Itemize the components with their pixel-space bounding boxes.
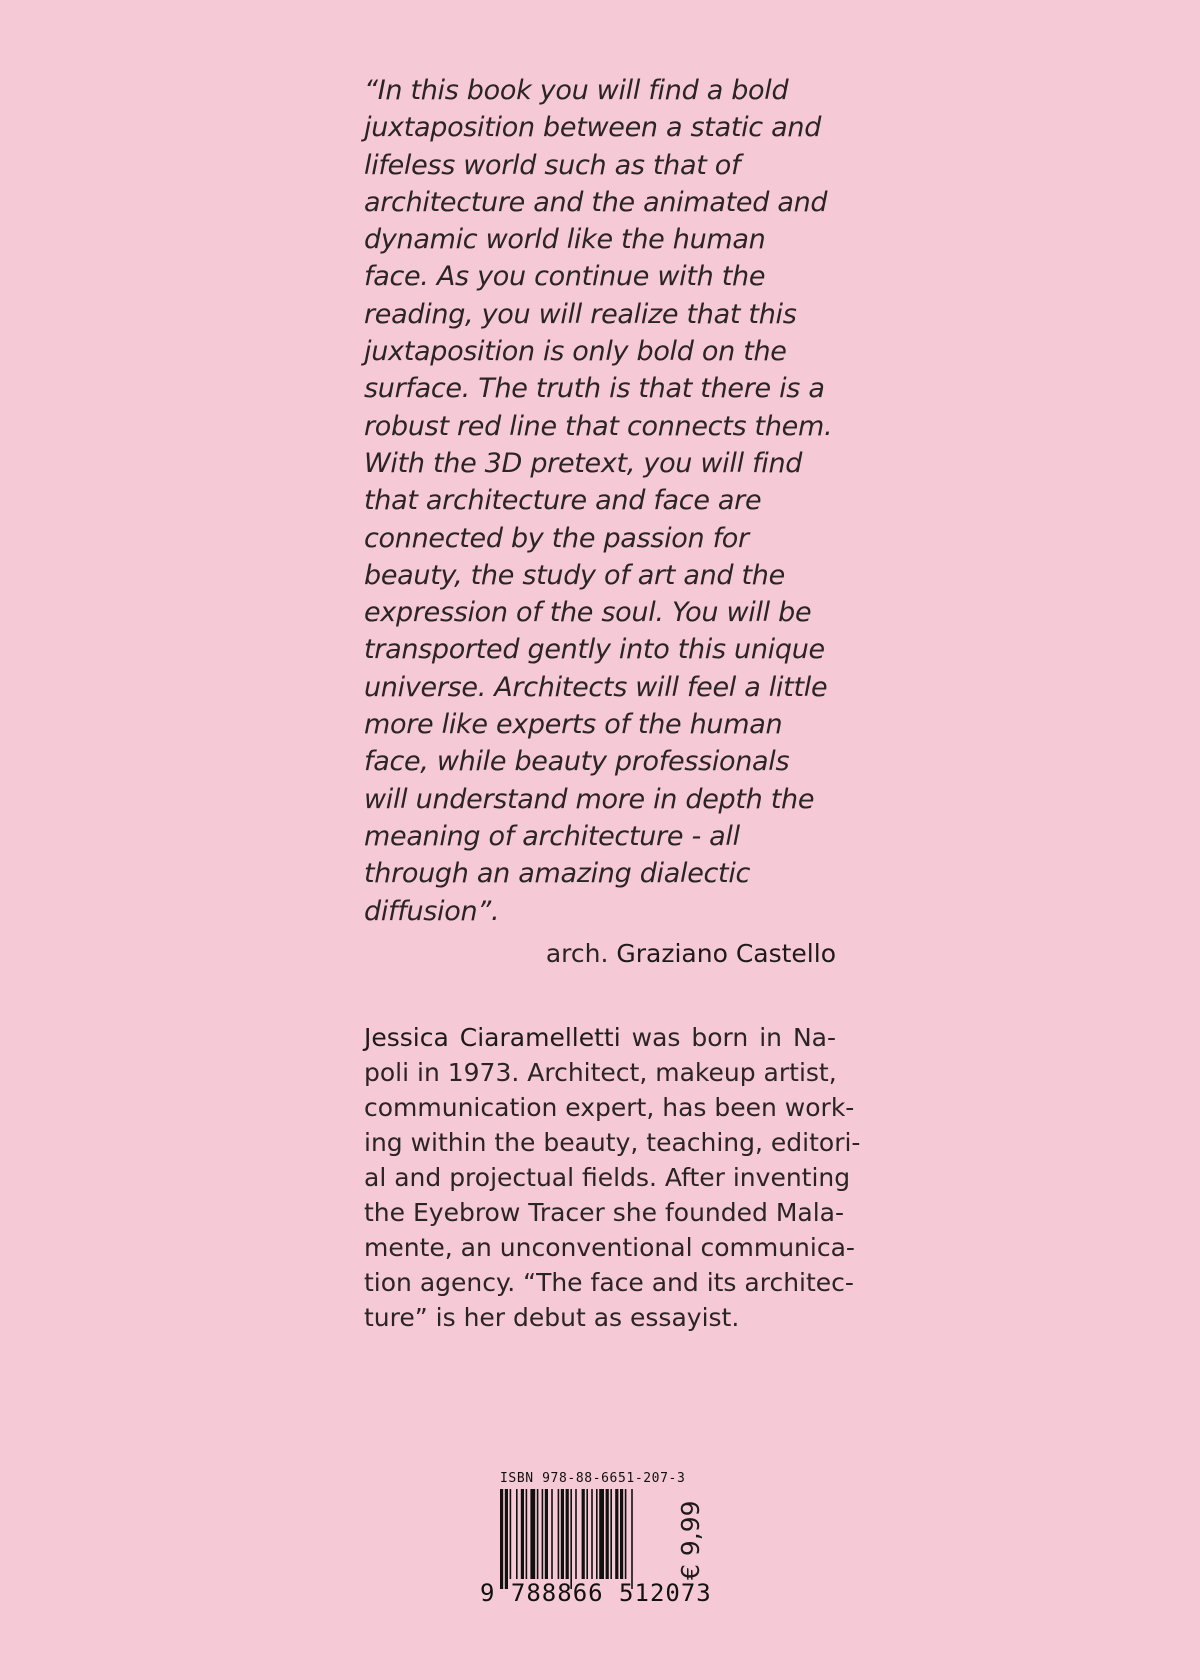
isbn-label: ISBN 978-88-6651-207-3	[500, 1471, 686, 1486]
quote-line: lifeless world such as that of	[364, 149, 741, 181]
bio-line: communication expert, has been work-	[364, 1093, 855, 1122]
quote-line: through an amazing dialectic	[364, 858, 751, 890]
bio-line: the Eyebrow Tracer she founded Mala-	[364, 1198, 845, 1227]
quote-line: juxtaposition is only bold on the	[364, 336, 787, 368]
quote-line: With the 3D pretext, you will find	[364, 447, 803, 479]
quote-line: “In this book you will find a bold	[364, 75, 789, 106]
quote-line: universe. Architects will feel a little	[364, 671, 828, 703]
quote-line: robust red line that connects them.	[364, 410, 833, 442]
bio-line: poli in 1973. Architect, makeup artist,	[364, 1058, 837, 1087]
barcode-icon	[500, 1489, 662, 1589]
quote-line: architecture and the animated and	[364, 186, 828, 218]
quote-line: will understand more in depth the	[364, 783, 815, 815]
quote-line: beauty, the study of art and the	[364, 559, 785, 591]
quote-line: reading, you will realize that this	[364, 298, 797, 330]
quote-attribution	[364, 937, 836, 971]
bio-line	[364, 1020, 836, 1055]
bio-line: tion agency. “The face and its architec-	[364, 1268, 854, 1297]
quote-line: that architecture and face are	[364, 485, 762, 517]
back-cover-quote	[364, 72, 844, 930]
bio-first-line-rest: was born in Na-	[631, 1023, 837, 1052]
bio-line: mente, an unconventional communica-	[364, 1233, 855, 1262]
quote-line: surface. The truth is that there is a	[364, 373, 825, 405]
attribution-name: Graziano Castello	[616, 939, 836, 968]
quote-line: transported gently into this unique	[364, 634, 825, 666]
barcode-digits: 9 788866 512073	[480, 1579, 712, 1607]
isbn-barcode-block	[480, 1472, 720, 1612]
quote-line: face. As you continue with the	[364, 261, 766, 293]
quote-line: more like experts of the human	[364, 709, 783, 741]
quote-line: meaning of architecture - all	[364, 820, 740, 852]
price-label: € 9,99	[676, 1500, 705, 1580]
quote-line: connected by the passion for	[364, 522, 749, 554]
bio-line: al and projectual fields. After inventing	[364, 1163, 851, 1192]
bio-line: ture” is her debut as essayist.	[364, 1303, 740, 1332]
quote-line: diffusion”.	[364, 895, 500, 927]
quote-line: face, while beauty professionals	[364, 746, 790, 778]
quote-line: juxtaposition between a static and	[364, 112, 822, 144]
quote-line: expression of the soul. You will be	[364, 597, 812, 629]
author-bio	[364, 1020, 861, 1335]
bio-line: ing within the beauty, teaching, editori-	[364, 1128, 861, 1157]
attribution-prefix: arch.	[545, 939, 609, 968]
bio-author-name: Jessica Ciaramelletti	[364, 1023, 621, 1052]
quote-line: dynamic world like the human	[364, 224, 766, 256]
